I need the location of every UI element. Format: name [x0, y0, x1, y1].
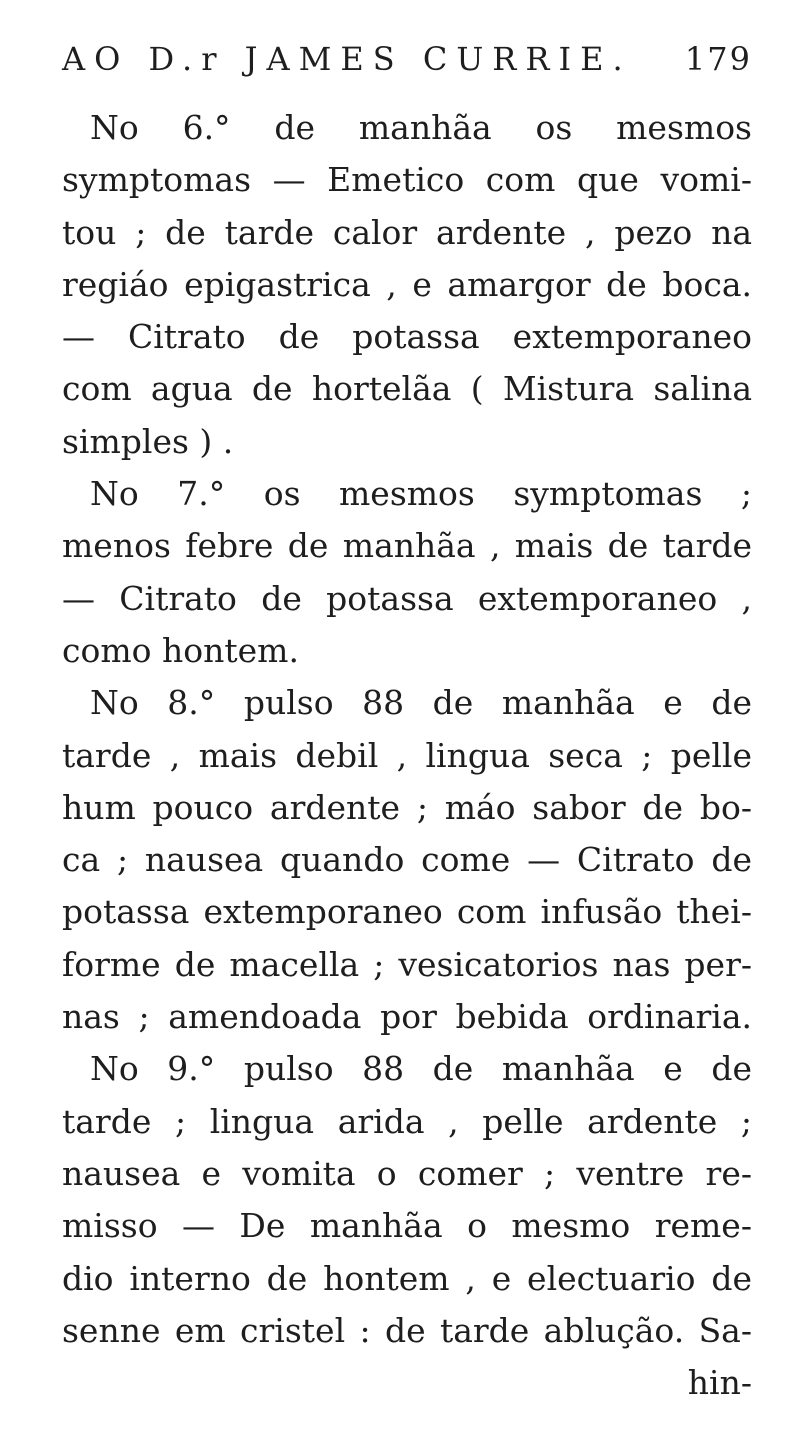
text-line: nas ; amendoada por bebida ordinaria.: [62, 997, 752, 1037]
text-line: No 7.° os mesmos symptomas ;: [90, 474, 752, 514]
text-line: — Citrato de potassa extemporaneo ,: [62, 578, 752, 618]
catchword: hin-: [687, 1363, 752, 1403]
text-line: com agua de hortelãa ( Mistura salina: [62, 369, 752, 409]
text-line: tou ; de tarde calor ardente , pezo na: [62, 212, 752, 252]
text-line: No 8.° pulso 88 de manhãa e de: [90, 683, 752, 723]
text-line: senne em cristel : de tarde ablução. Sa-: [62, 1310, 752, 1350]
page-number: 179: [684, 40, 752, 78]
text-line: menos febre de manhãa , mais de tarde: [62, 526, 752, 566]
text-line: misso — De manhãa o mesmo reme-: [62, 1206, 752, 1246]
running-head: [62, 40, 752, 96]
text-line: tarde ; lingua arida , pelle ardente ;: [62, 1101, 752, 1141]
text-line: No 6.° de manhãa os mesmos: [90, 108, 752, 147]
text-line: No 9.° pulso 88 de manhãa e de: [90, 1049, 752, 1089]
text-line: potassa extemporaneo com infusão thei-: [62, 892, 752, 932]
text-line: dio interno de hontem , e electuario de: [62, 1258, 752, 1298]
text-line: symptomas — Emetico com que vomi-: [62, 160, 752, 200]
text-line: — Citrato de potassa extemporaneo: [62, 317, 752, 357]
running-head-title: AO D.r JAMES CURRIE.: [62, 40, 632, 78]
text-line: tarde , mais debil , lingua seca ; pelle: [62, 735, 752, 775]
text-line: hum pouco ardente ; máo sabor de bo-: [62, 787, 752, 827]
text-line: ca ; nausea quando come — Citrato de: [62, 840, 752, 880]
text-line: nausea e vomita o comer ; ventre re-: [62, 1153, 752, 1193]
paragraph-block: [62, 1043, 752, 1409]
text-line: regiáo epigastrica , e amargor de boca.: [62, 264, 752, 304]
text-line: simples ) .: [62, 421, 234, 461]
text-line: como hontem.: [62, 630, 299, 670]
text-line: forme de macella ; vesicatorios nas per-: [62, 944, 752, 984]
body-text: [62, 102, 752, 1409]
